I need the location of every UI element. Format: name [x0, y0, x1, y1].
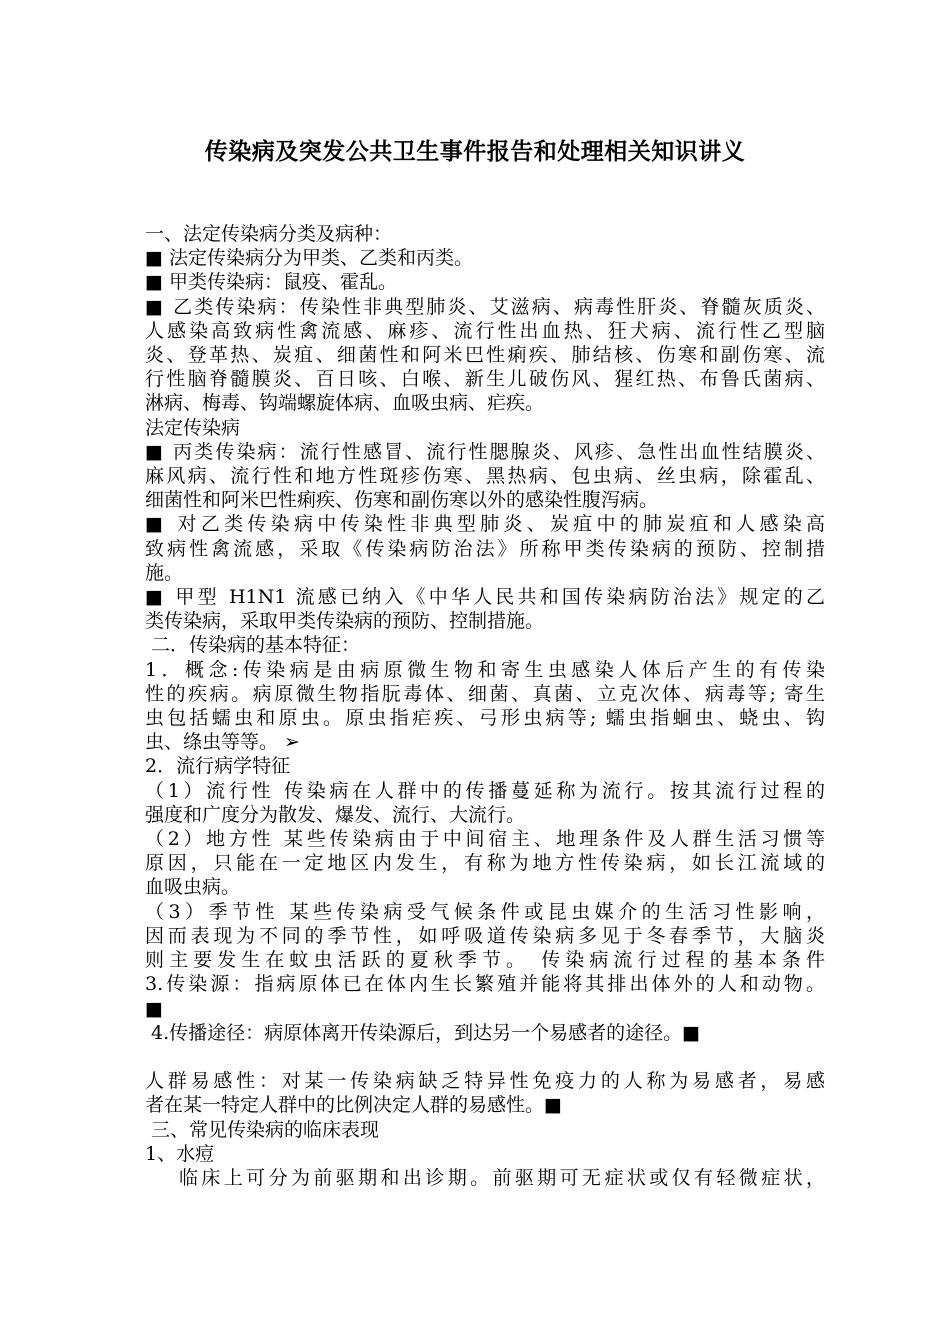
text-line: 类传染病，采取甲类传染病的预防、控制措施。: [145, 610, 545, 633]
text-line: ■ 法定传染病分为甲类、乙类和丙类。: [145, 247, 473, 270]
text-line: 人感染高致病性禽流感、麻疹、流行性出血热、狂犬病、流行性乙型脑: [145, 319, 825, 342]
text-line: 施。: [145, 561, 184, 584]
text-line: 1、水痘: [145, 1142, 215, 1165]
text-line: ■: [145, 997, 163, 1020]
text-line: （3）季节性 某些传染病受气候条件或昆虫媒介的生活习性影响，: [145, 900, 825, 923]
text-line: ■ 乙类传染病：传染性非典型肺炎、艾滋病、病毒性肝炎、脊髓灰质炎、: [145, 295, 825, 318]
text-line: 因而表现为不同的季节性，如呼吸道传染病多见于冬春季节，大脑炎: [145, 924, 825, 947]
text-line: 二．传染病的基本特征：: [151, 634, 361, 657]
text-line: ■ 甲型 H1N1 流感已纳入《中华人民共和国传染病防治法》规定的乙: [145, 586, 825, 609]
text-line: 人群易感性：对某一传染病缺乏特异性免疫力的人称为易感者，易感: [145, 1070, 825, 1093]
text-line: 淋病、梅毒、钩端螺旋体病、血吸虫病、疟疾。: [145, 392, 545, 415]
text-line: ■ 对乙类传染病中传染性非典型肺炎、炭疽中的肺炭疽和人感染高: [145, 513, 825, 536]
text-line: 致病性禽流感，采取《传染病防治法》所称甲类传染病的预防、控制措: [145, 537, 825, 560]
text-line: 4.传播途径：病原体离开传染源后，到达另一个易感者的途径。■: [151, 1021, 701, 1044]
text-line: 2．流行病学特征: [145, 755, 291, 778]
text-line: 性的疾病。病原微生物指朊毒体、细菌、真菌、立克次体、病毒等; 寄生: [145, 682, 825, 705]
text-line: 临床上可分为前驱期和出诊期。前驱期可无症状或仅有轻微症状，: [179, 1166, 825, 1189]
text-line: 3.传染源：指病原体已在体内生长繁殖并能将其排出体外的人和动物。: [145, 973, 825, 996]
text-line: ■ 甲类传染病：鼠疫、霍乱。: [145, 271, 397, 294]
text-line: 则主要发生在蚊虫活跃的夏秋季节。 传染病流行过程的基本条件: [145, 949, 825, 972]
text-line: 三、常见传染病的临床表现: [151, 1118, 380, 1141]
text-line: [145, 1045, 825, 1069]
text-line: 强度和广度分为散发、爆发、流行、大流行。: [145, 803, 526, 826]
text-line: 者在某一特定人群中的比例决定人群的易感性。■: [145, 1094, 562, 1117]
text-line: 法定传染病: [145, 416, 241, 439]
text-line: 一、法定传染病分类及病种：: [145, 223, 393, 245]
text-line: 细菌性和阿米巴性痢疾、伤寒和副伤寒以外的感染性腹泻病。: [145, 489, 659, 512]
document-title: 传染病及突发公共卫生事件报告和处理相关知识讲义: [204, 138, 746, 165]
text-line: 麻风病、流行性和地方性斑疹伤寒、黑热病、包虫病、丝虫病，除霍乱、: [145, 465, 825, 488]
text-line: （1）流行性 传染病在人群中的传播蔓延称为流行。按其流行过程的: [145, 779, 825, 802]
text-line: 1．概念:传染病是由病原微生物和寄生虫感染人体后产生的有传染: [145, 658, 825, 681]
text-line: 虫、绦虫等等。 ➢: [145, 731, 300, 754]
document-body: [145, 222, 825, 1190]
text-line: 血吸虫病。: [145, 876, 241, 899]
text-line: 行性脑脊髓膜炎、百日咳、白喉、新生儿破伤风、猩红热、布鲁氏菌病、: [145, 368, 825, 391]
text-line: 虫包括蠕虫和原虫。原虫指疟疾、弓形虫病等; 蠕虫指蛔虫、蛲虫、钩: [145, 707, 825, 730]
text-line: （2）地方性 某些传染病由于中间宿主、地理条件及人群生活习惯等: [145, 828, 825, 851]
text-line: 炎、登革热、炭疽、细菌性和阿米巴性痢疾、肺结核、伤寒和副伤寒、流: [145, 344, 825, 367]
text-line: 原因，只能在一定地区内发生，有称为地方性传染病，如长江流域的: [145, 852, 825, 875]
text-line: ■ 丙类传染病：流行性感冒、流行性腮腺炎、风疹、急性出血性结膜炎、: [145, 440, 825, 463]
